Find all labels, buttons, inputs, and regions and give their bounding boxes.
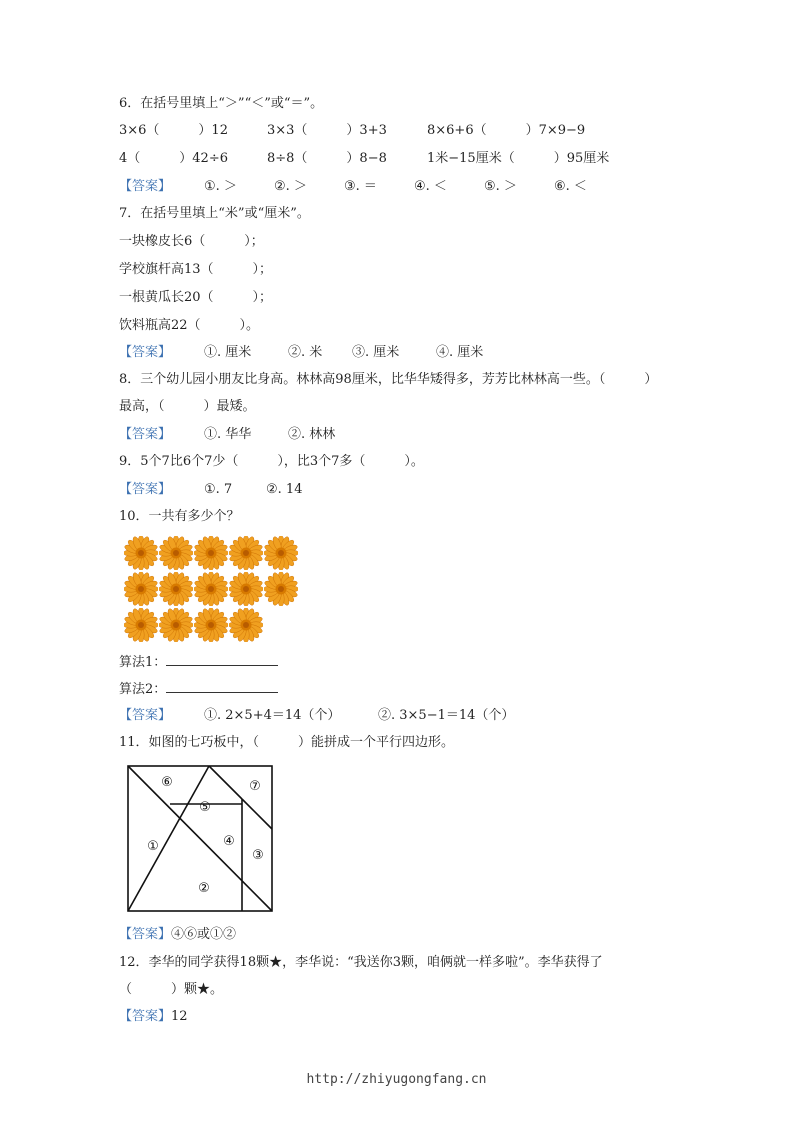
- tangram-edge: [209, 766, 242, 799]
- q6-row2: [119, 150, 609, 168]
- q12-line-1: 12．李华的同学获得18颗★，李华说：“我送你3颗，咱俩就一样多啦”。李华获得了: [119, 955, 603, 970]
- q12-line-2: （ ）颗★。: [119, 982, 224, 997]
- flower-icon: [124, 536, 158, 570]
- answer-item: ②. ＞: [274, 179, 307, 194]
- method-2-blank: [166, 680, 278, 693]
- q6-item-2: 3×3（ ）3+3: [267, 123, 387, 138]
- q6-title: 6．在括号里填上“＞”“＜”或“＝”。: [119, 96, 324, 111]
- q11-title: 11．如图的七巧板中，（ ）能拼成一个平行四边形。: [119, 735, 455, 750]
- answer-tag: 【答案】: [119, 179, 172, 194]
- q9-title: 9．5个7比6个7少（ ），比3个7多（ ）。: [119, 454, 424, 469]
- q8-line-1: 8．三个幼儿园小朋友比身高。林林高98厘米，比华华矮得多，芳芳比林林高一些。（ ）: [119, 372, 658, 387]
- answer-item: ⑥. ＜: [554, 179, 587, 194]
- flower-icon: [264, 536, 298, 570]
- tangram-label: ⑥: [161, 775, 173, 790]
- answer-tag: 【答案】: [119, 482, 172, 497]
- answer-item: ②. 3×5−1＝14（个）: [378, 708, 515, 723]
- answer-item: ③. ＝: [344, 179, 377, 194]
- q6-item-5: 8÷8（ ）8−8: [267, 151, 387, 166]
- q8-answer: [119, 426, 335, 444]
- tangram-label: ⑦: [249, 779, 261, 794]
- answer-item: ④. ＜: [414, 179, 447, 194]
- answer-item: ④. 厘米: [436, 345, 484, 360]
- flower-icon: [194, 536, 228, 570]
- answer-item: ②. 米: [288, 345, 323, 360]
- q6-answer: [119, 178, 587, 196]
- q6-item-4: 4（ ）42÷6: [119, 151, 228, 166]
- answer-item: 12: [171, 1009, 188, 1024]
- answer-item: ②. 林林: [288, 427, 336, 442]
- answer-item: ⑤. ＞: [484, 179, 517, 194]
- method-1-label: 算法1：: [119, 655, 167, 670]
- answer-tag: 【答案】: [119, 427, 172, 442]
- answer-tag: 【答案】: [119, 927, 172, 942]
- tangram-label: ②: [198, 881, 210, 896]
- q6-item-3: 8×6+6（ ）7×9−9: [427, 123, 586, 138]
- q12-answer: [119, 1008, 188, 1026]
- method-2-label: 算法2：: [119, 682, 167, 697]
- q11-answer: [119, 926, 236, 944]
- flower-icon: [124, 608, 158, 642]
- q7-title: 7．在括号里填上“米”或“厘米”。: [119, 206, 310, 221]
- flower-icon: [229, 572, 263, 606]
- flower-icon: [159, 608, 193, 642]
- tangram-label: ④: [223, 834, 235, 849]
- tangram-label: ⑤: [199, 800, 211, 815]
- answer-item: ①. 华华: [204, 427, 252, 442]
- q8-line-2: 最高，（ ）最矮。: [119, 399, 256, 414]
- q7-line-1: 一块橡皮长6（ ）；: [119, 234, 264, 249]
- flower-icon: [159, 572, 193, 606]
- flower-icon: [229, 608, 263, 642]
- q7-line-4: 饮料瓶高22（ ）。: [119, 318, 260, 333]
- answer-item: ④⑥或①②: [171, 927, 237, 942]
- flower-icon: [159, 536, 193, 570]
- q10-title: 10．一共有多少个？: [119, 509, 240, 524]
- q10-answer: [119, 707, 514, 725]
- q7-answer: [119, 344, 483, 362]
- flower-icon: [229, 536, 263, 570]
- tangram-label: ③: [252, 848, 264, 863]
- q6-item-1: 3×6（ ）12: [119, 123, 228, 138]
- flower-icon: [124, 572, 158, 606]
- q7-line-2: 学校旗杆高13（ ）；: [119, 262, 273, 277]
- q7-line-3: 一根黄瓜长20（ ）；: [119, 290, 273, 305]
- answer-item: ①. 2×5+4＝14（个）: [204, 708, 341, 723]
- answer-item: ①. 7: [204, 482, 233, 497]
- footer-url: http://zhiyugongfang.cn: [306, 1072, 487, 1087]
- answer-item: ①. 厘米: [204, 345, 252, 360]
- answer-item: ①. ＞: [204, 179, 237, 194]
- flower-icon: [194, 608, 228, 642]
- answer-item: ②. 14: [266, 482, 303, 497]
- method-1-blank: [166, 653, 278, 666]
- answer-item: ③. 厘米: [352, 345, 400, 360]
- answer-tag: 【答案】: [119, 345, 172, 360]
- answer-tag: 【答案】: [119, 708, 172, 723]
- q9-answer: [119, 481, 302, 499]
- flower-icon: [264, 572, 298, 606]
- q6-item-6: 1米−15厘米（ ）95厘米: [427, 151, 610, 166]
- q6-row1: [119, 122, 585, 140]
- q10-method-1: [119, 653, 278, 672]
- flower-icon: [194, 572, 228, 606]
- tangram-label: ①: [147, 839, 159, 854]
- tangram-edge: [242, 799, 272, 829]
- answer-tag: 【答案】: [119, 1009, 172, 1024]
- q10-method-2: [119, 680, 278, 699]
- tangram-figure: [126, 764, 276, 916]
